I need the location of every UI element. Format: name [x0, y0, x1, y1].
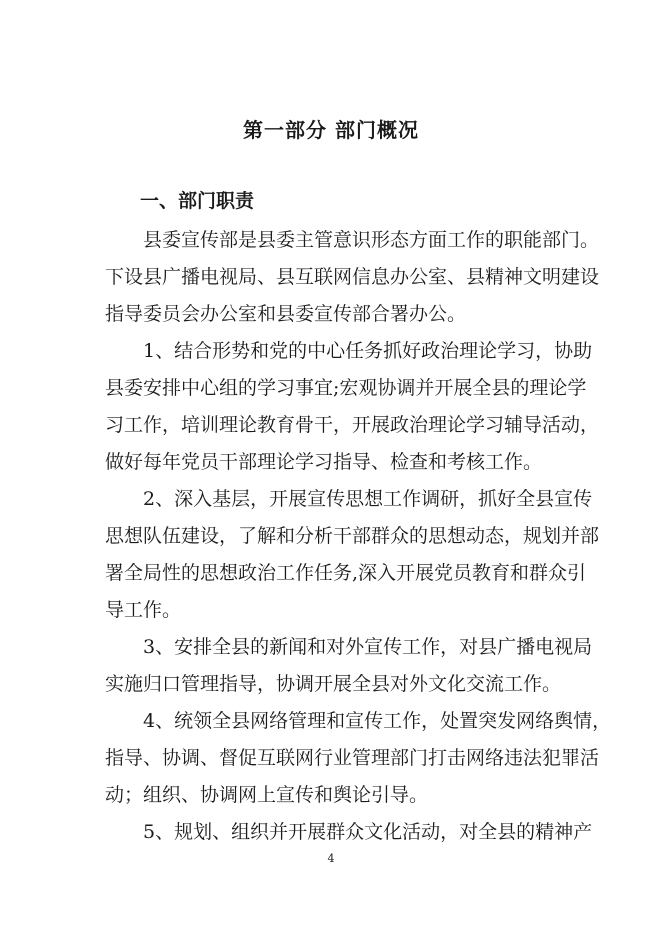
text-line: 思想队伍建设，了解和分析干部群众的思想动态，规划并部	[105, 525, 600, 547]
text-line: 导工作。	[105, 599, 182, 621]
text-line: 县委宣传部是县委主管意识形态方面工作的职能部门。	[143, 229, 600, 251]
text-line: 实施归口管理指导，协调开展全县对外文化交流工作。	[105, 673, 562, 695]
text-line: 5、规划、组织并开展群众文化活动，对全县的精神产	[143, 821, 593, 843]
text-line: 动；组织、协调网上宣传和舆论引导。	[105, 784, 429, 806]
paragraph	[105, 818, 593, 855]
paragraph	[105, 226, 600, 337]
text-line: 县委安排中心组的学习事宜;宏观协调并开展全县的理论学	[105, 377, 587, 399]
text-line: 4、统领全县网络管理和宣传工作，处置突发网络舆情，	[143, 710, 612, 732]
text-line: 指导、协调、督促互联网行业管理部门打击网络违法犯罪活	[105, 747, 600, 769]
paragraph	[105, 633, 593, 707]
text-line: 下设县广播电视局、县互联网信息办公室、县精神文明建设	[105, 266, 600, 288]
text-line: 习工作，培训理论教育骨干，开展政治理论学习辅导活动，	[105, 414, 600, 436]
text-line: 1、结合形势和党的中心任务抓好政治理论学习，协助	[143, 340, 593, 362]
document-body	[105, 226, 612, 855]
paragraph	[105, 485, 600, 633]
paragraph	[105, 707, 612, 818]
page-title: 第一部分 部门概况	[243, 118, 419, 142]
text-line: 3、安排全县的新闻和对外宣传工作，对县广播电视局	[143, 636, 593, 658]
page-number: 4	[327, 852, 335, 865]
paragraph	[105, 337, 600, 485]
text-line: 指导委员会办公室和县委宣传部合署办公。	[105, 303, 467, 325]
text-line: 2、深入基层，开展宣传思想工作调研，抓好全县宣传	[143, 488, 593, 510]
text-line: 署全局性的思想政治工作任务,深入开展党员教育和群众引	[105, 562, 587, 584]
section-heading: 一、部门职责	[140, 190, 255, 212]
text-line: 做好每年党员干部理论学习指导、检查和考核工作。	[105, 451, 543, 473]
